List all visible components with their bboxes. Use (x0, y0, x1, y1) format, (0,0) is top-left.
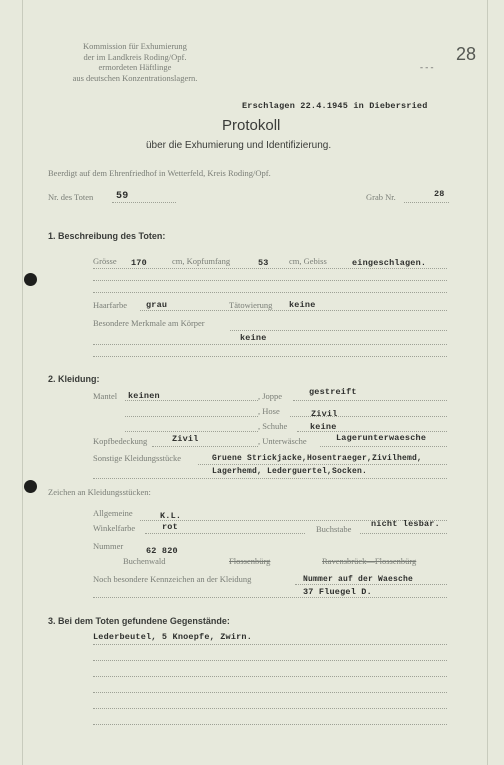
fill-line (93, 344, 447, 345)
section3-value: Lederbeutel, 5 Knoepfe, Zwirn. (93, 632, 253, 642)
page-edge-line (22, 0, 23, 765)
groesse-label: Grösse (93, 256, 117, 266)
grab-value: 28 (434, 189, 445, 199)
mantel-label: Mantel (93, 391, 118, 401)
nr-value: 59 (116, 191, 129, 202)
sonstige-value-2: Lagerhemd, Lederguertel,Socken. (212, 467, 368, 476)
fill-line (290, 416, 447, 417)
page-edge-line (487, 0, 488, 765)
mantel-value: keinen (128, 391, 160, 401)
fill-line (320, 446, 447, 447)
fill-line (93, 644, 447, 645)
fill-line (140, 310, 447, 311)
fill-line (93, 724, 447, 725)
kopfbedeckung-label: Kopfbedeckung (93, 436, 148, 446)
sonstige-value-1: Gruene Strickjacke,Hosentraeger,Zivilhemd, (212, 454, 423, 463)
zeichen-title: Zeichen an Kleidungsstücken: (48, 487, 151, 497)
section3-title: 3. Bei dem Toten gefundene Gegenstände: (48, 616, 230, 626)
fill-line (145, 533, 305, 534)
gebiss-label: cm, Gebiss (289, 256, 327, 266)
fill-line (230, 330, 447, 331)
fill-line (93, 478, 447, 479)
flossenburg-label: Flossenbürg (229, 556, 271, 566)
fill-line (93, 660, 447, 661)
punch-hole (24, 480, 37, 493)
winkel-value: rot (162, 522, 178, 532)
document-title: Protokoll (222, 117, 281, 134)
schuhe-value: keine (310, 422, 337, 432)
commission-header (60, 41, 210, 83)
fill-line (93, 676, 447, 677)
punch-hole (24, 273, 37, 286)
joppe-label: , Joppe (258, 391, 283, 401)
fill-line (360, 533, 447, 534)
fill-line (125, 400, 258, 401)
groesse-value: 170 (131, 258, 147, 268)
grab-label: Grab Nr. (366, 192, 396, 202)
noch-value-2: 37 Fluegel D. (303, 587, 372, 597)
fill-line (93, 692, 447, 693)
section2-title: 2. Kleidung: (48, 374, 100, 384)
joppe-value: gestreift (309, 387, 357, 397)
allgemeine-value: K.L. (160, 511, 182, 521)
fill-line (93, 292, 447, 293)
taetowierung-label: Tätowierung (229, 300, 273, 310)
nummer-value: 62 820 (146, 546, 178, 556)
noch-value-1: Nummer auf der Waesche (303, 575, 414, 584)
kopf-label: cm, Kopfumfang (172, 256, 231, 266)
fill-line (125, 431, 258, 432)
allgemeine-label: Allgemeine (93, 508, 133, 518)
winkel-label: Winkelfarbe (93, 523, 136, 533)
commission-line: aus deutschen Konzentrationslagern. (72, 72, 198, 83)
fill-line (404, 202, 449, 203)
taetowierung-value: keine (289, 300, 316, 310)
ravensbrueck-label: Ravensbrück—Flossenbürg (322, 556, 417, 566)
haarfarbe-value: grau (146, 300, 168, 310)
fill-line (93, 597, 447, 598)
fill-line (93, 356, 447, 357)
fill-line (295, 584, 447, 585)
noch-label: Noch besondere Kennzeichen an der Kleidung (93, 574, 252, 584)
buchstabe-value: nicht lesbar. (371, 519, 440, 529)
fill-line (293, 400, 447, 401)
kopfbedeckung-value: Zivil (172, 434, 199, 444)
dash-mark: - - - (420, 62, 434, 72)
burial-text: Beerdigt auf dem Ehrenfriedhof in Wetterfeld, Kreis Roding/Opf. (48, 168, 271, 178)
section1-title: 1. Beschreibung des Toten: (48, 231, 166, 241)
fill-line (198, 464, 447, 465)
fill-line (112, 202, 176, 203)
fill-line (125, 416, 258, 417)
kopf-value: 53 (258, 258, 269, 268)
nummer-label: Nummer (93, 541, 124, 551)
page-number: 28 (456, 44, 477, 64)
commission-line: ermordeten Häftlinge (98, 62, 172, 72)
hose-value: Zivil (311, 409, 338, 419)
nr-label: Nr. des Toten (48, 192, 94, 202)
fill-line (297, 431, 447, 432)
unterwaesche-value: Lagerunterwaesche (336, 433, 427, 443)
commission-line: Kommission für Exhumierung (83, 41, 187, 51)
fill-line (93, 280, 447, 281)
buchenwald-label: Buchenwald (123, 556, 166, 566)
unterwaesche-label: , Unterwäsche (258, 436, 307, 446)
hose-label: , Hose (258, 406, 280, 416)
typed-heading: Erschlagen 22.4.1945 in Diebersried (242, 101, 428, 111)
merkmale-label: Besondere Merkmale am Körper (93, 318, 205, 328)
sonstige-label: Sonstige Kleidungsstücke (93, 453, 182, 463)
commission-line: der im Landkreis Roding/Opf. (83, 51, 187, 62)
fill-line (93, 708, 447, 709)
haarfarbe-label: Haarfarbe (93, 300, 127, 310)
buchstabe-label: Buchstabe (316, 524, 352, 534)
fill-line (152, 446, 258, 447)
merkmale-value: keine (240, 333, 267, 343)
document-subtitle: über die Exhumierung und Identifizierung. (146, 140, 332, 151)
gebiss-value: eingeschlagen. (352, 258, 427, 268)
schuhe-label: , Schuhe (258, 421, 288, 431)
fill-line (93, 268, 447, 269)
